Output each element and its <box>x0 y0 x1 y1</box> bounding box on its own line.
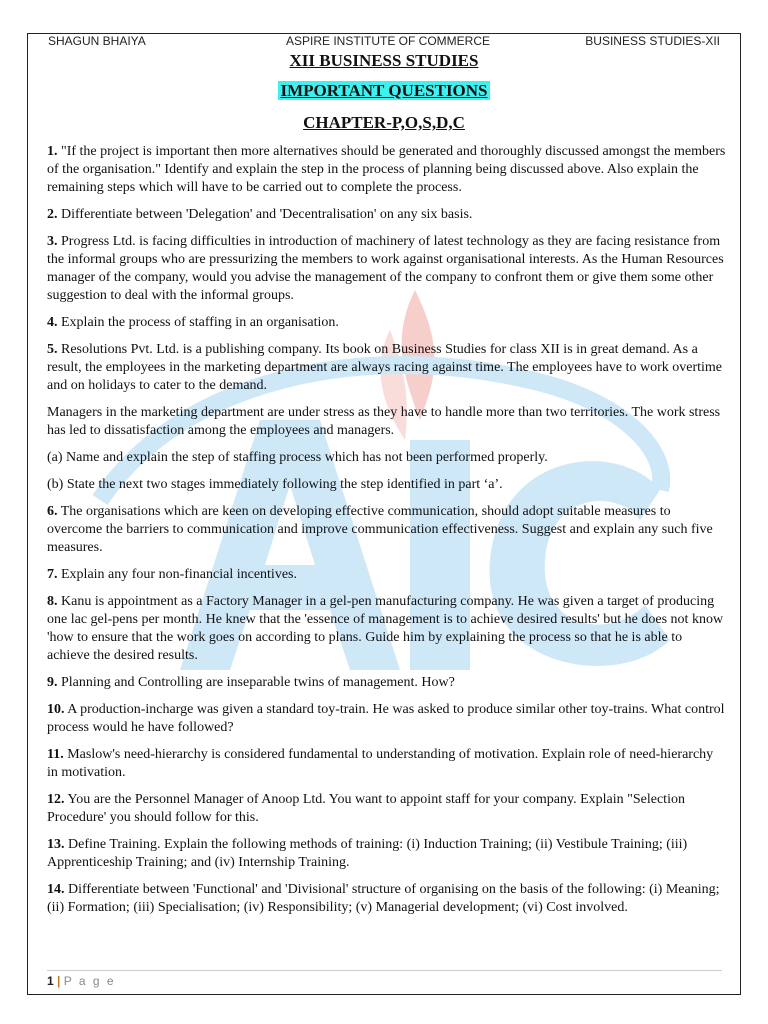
page-footer <box>47 974 116 988</box>
question-paragraph <box>47 404 727 440</box>
question-item <box>47 503 727 557</box>
question-list <box>47 143 727 926</box>
question-text: Differentiate between 'Functional' and 'Divisional' structure of organising on the basis of the following: (i) Meaning; (ii) Formation; (iii) Specialisation; (iv) Responsibility; (v) Managerial development; (vi) Cost involved. <box>47 882 720 915</box>
question-text: A production-incharge was given a standard toy-train. He was asked to produce similar other toy-trains. What control process would he have followed? <box>47 702 725 735</box>
question-item <box>47 701 727 737</box>
header-author: SHAGUN BHAIYA <box>48 34 146 48</box>
question-item <box>47 881 727 917</box>
question-item <box>47 593 727 665</box>
chapter-title: CHAPTER-P,O,S,D,C <box>303 113 465 132</box>
question-text: You are the Personnel Manager of Anoop Ltd. You want to appoint staff for your company. Explain "Selection Procedure' you should follow for this. <box>47 792 685 825</box>
question-number: 12. <box>47 792 65 807</box>
page-label: P a g e <box>63 974 116 988</box>
question-item <box>47 674 727 692</box>
question-item <box>47 791 727 827</box>
question-item <box>47 566 727 584</box>
question-text: Define Training. Explain the following methods of training: (i) Induction Training; (ii) Vestibule Training; (iii) Apprenticeship Training; and (iv) Internship Training. <box>47 837 688 870</box>
question-item <box>47 206 727 224</box>
question-text: Resolutions Pvt. Ltd. is a publishing company. Its book on Business Studies for class XII is in great demand. As a result, the employees in the marketing department are always racing against time. The employees have to work overtime and on holidays to cater to the demand. <box>47 342 723 393</box>
header-subject: BUSINESS STUDIES-XII <box>585 34 720 48</box>
question-text: The organisations which are keen on developing effective communication, should adopt suitable measures to overcome the barriers to communication and improve communication effectiveness. Suggest and explain any such five measures. <box>47 504 713 555</box>
question-subpart <box>47 476 727 494</box>
question-text: Differentiate between 'Delegation' and 'Decentralisation' on any six basis. <box>61 207 473 222</box>
question-text: Planning and Controlling are inseparable twins of management. How? <box>61 675 455 690</box>
question-number: 10. <box>47 702 65 717</box>
question-subpart <box>47 449 727 467</box>
question-text: Kanu is appointment as a Factory Manager in a gel-pen manufacturing company. He was given a target of producing one lac gel-pens per month. He knew that the 'essence of management is to achieve desired results' but he does not know 'how to ensure that the work goes on according to plans. Guide him by explaining the process so that he is able to achieve the desired results. <box>47 594 724 663</box>
question-number: 2. <box>47 207 58 222</box>
question-text: (a) Name and explain the step of staffing process which has not been performed properly. <box>47 450 548 465</box>
question-number: 9. <box>47 675 58 690</box>
question-number: 6. <box>47 504 58 519</box>
question-item <box>47 746 727 782</box>
doc-subtitle <box>0 81 768 101</box>
doc-title: XII BUSINESS STUDIES <box>289 51 479 70</box>
question-number: 4. <box>47 315 58 330</box>
footer-divider <box>47 970 722 971</box>
subtitle-highlight: IMPORTANT QUESTIONS <box>280 81 488 100</box>
question-item <box>47 233 727 305</box>
question-number: 14. <box>47 882 65 897</box>
question-text: Managers in the marketing department are under stress as they have to handle more than two territories. The work stress has led to dissatisfaction among the employees and managers. <box>47 405 721 438</box>
question-number: 7. <box>47 567 58 582</box>
question-number: 8. <box>47 594 58 609</box>
question-number: 13. <box>47 837 65 852</box>
question-item <box>47 341 727 395</box>
footer-separator: | <box>57 974 61 988</box>
question-item <box>47 143 727 197</box>
question-number: 5. <box>47 342 58 357</box>
question-number: 1. <box>47 144 58 159</box>
page-number: 1 <box>47 974 54 988</box>
question-item <box>47 314 727 332</box>
question-text: Explain the process of staffing in an organisation. <box>61 315 339 330</box>
question-number: 3. <box>47 234 58 249</box>
page-header <box>48 34 720 50</box>
question-text: Explain any four non-financial incentives. <box>61 567 297 582</box>
question-text: Progress Ltd. is facing difficulties in introduction of machinery of latest technology as they are facing resistance from the informal groups who are pressurizing the members to work against organisational interests. As the Human Resources manager of the company, would you advise the management of the company to confront them or give them some other suggestion to deal with the informal groups. <box>47 234 724 303</box>
question-item <box>47 836 727 872</box>
question-text: Maslow's need-hierarchy is considered fundamental to understanding of motivation. Explain role of need-hierarchy in motivation. <box>47 747 714 780</box>
header-institute: ASPIRE INSTITUTE OF COMMERCE <box>286 34 491 48</box>
question-text: "If the project is important then more alternatives should be generated and thoroughly discussed amongst the members of the organisation." Identify and explain the step in the process of planning being discussed above. Also explain the remaining steps which will have to be carried out to complete the process. <box>47 144 726 195</box>
question-number: 11. <box>47 747 64 762</box>
question-text: (b) State the next two stages immediately following the step identified in part ‘a’. <box>47 477 503 492</box>
